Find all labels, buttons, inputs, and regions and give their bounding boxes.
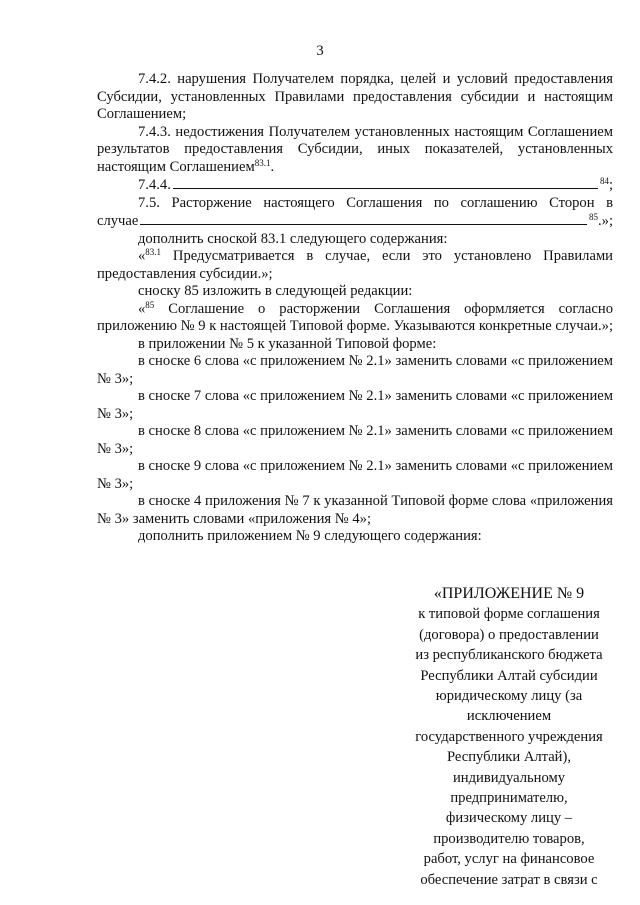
appendix-line: юридическому лицу (за xyxy=(435,688,583,705)
footnote-8-change: в сноске 8 слова «с приложением № 2.1» заменить словами «с приложением № 3»; xyxy=(97,423,613,457)
appendix-line: исключением xyxy=(466,708,552,725)
footnote-83-1-text: Предусматривается в случае, если это установлено Правилами предоставления субсидии.»; xyxy=(97,248,613,282)
paragraph-7-5: 7.5. Расторжение настоящего Соглашения по соглашению Сторон в xyxy=(138,194,613,211)
appendix-line: Республики Алтай), xyxy=(446,749,572,766)
footnote-85-intro: сноску 85 изложить в следующей редакции: xyxy=(138,283,413,299)
appendix-line: государственного учреждения xyxy=(415,728,603,745)
footnote-83-1 xyxy=(97,248,613,283)
appendix-5-intro: в приложении № 5 к указанной Типовой форме: xyxy=(138,335,437,352)
document-body xyxy=(97,71,613,546)
appendix-9-title: «ПРИЛОЖЕНИЕ № 9 xyxy=(433,585,585,602)
add-appendix-9: дополнить приложением № 9 следующего содержания: xyxy=(138,528,482,544)
paragraph-7-4-4-end: ; xyxy=(608,177,613,193)
appendix-line: из республиканского бюджета xyxy=(415,647,603,664)
footnote-85 xyxy=(97,301,613,336)
blank-line xyxy=(173,176,598,189)
appendix-line: (договора) о предоставлении xyxy=(419,626,599,643)
paragraph-7-5-case: случае xyxy=(97,213,139,229)
footnote-9-change: в сноске 9 слова «с приложением № 2.1» заменить словами «с приложением № 3»; xyxy=(97,458,613,492)
appendix-line: предпринимателю, xyxy=(450,790,568,807)
add-footnote-83-1: дополнить сноской 83.1 следующего содержания: xyxy=(138,230,448,247)
footnote-85-mark: 85 xyxy=(145,299,155,310)
paragraph-7-4-4-label: 7.4.4. xyxy=(138,177,171,193)
footnote-ref-83-1: 83.1 xyxy=(254,157,271,168)
page-number: 3 xyxy=(316,43,324,59)
paragraph-7-4-4 xyxy=(97,176,613,195)
footnote-85-text: Соглашение о расторжении Соглашения оформляется согласно приложению № 9 к настоящей Типовой форме. Указываются конкретные случаи.»; xyxy=(97,300,614,334)
blank-line xyxy=(140,212,587,225)
footnote-7-change: в сноске 7 слова «с приложением № 2.1» заменить словами «с приложением № 3»; xyxy=(97,388,613,422)
appendix-line: Республики Алтай субсидии xyxy=(420,667,598,684)
paragraph-7-4-3 xyxy=(97,124,613,177)
appendix-line: производителю товаров, xyxy=(433,830,585,847)
footnote-ref-85: 85 xyxy=(589,212,598,222)
appendix-line: работ, услуг на финансовое xyxy=(423,851,595,868)
paragraph-7-4-2: 7.4.2. нарушения Получателем порядка, целей и условий предоставления Субсидии, установленных Правилами предоставления субсидии и настоящим Соглашением; xyxy=(97,71,613,122)
paragraph-7-4-3-text: 7.4.3. недостижения Получателем установленных настоящим Соглашением результатов предоставления Субсидии, иных показателей, установленных настоящим Соглашением xyxy=(97,123,613,175)
footnote-83-1-mark: 83.1 xyxy=(145,247,162,257)
footnote-ref-84: 84 xyxy=(599,176,609,186)
appendix-9-heading-block xyxy=(404,584,614,890)
appendix-line: физическому лицу – xyxy=(445,810,573,827)
paragraph-7-5-end: .»; xyxy=(598,213,613,229)
appendix-line: к типовой форме соглашения xyxy=(418,606,600,623)
footnote-4-appendix-7-change: в сноске 4 приложения № 7 к указанной Типовой форме слова «приложения № 3» заменить словами «приложения № 4»; xyxy=(97,493,613,527)
footnote-83-1-open: « xyxy=(138,248,146,264)
paragraph-7-4-3-end: . xyxy=(270,158,275,175)
footnote-85-open: « xyxy=(138,300,146,317)
paragraph-7-5-continuation xyxy=(97,212,613,231)
footnote-6-change: в сноске 6 слова «с приложением № 2.1» заменить словами «с приложением № 3»; xyxy=(97,353,613,387)
appendix-line: индивидуальному xyxy=(453,769,565,786)
appendix-line: обеспечение затрат в связи с xyxy=(420,871,598,888)
